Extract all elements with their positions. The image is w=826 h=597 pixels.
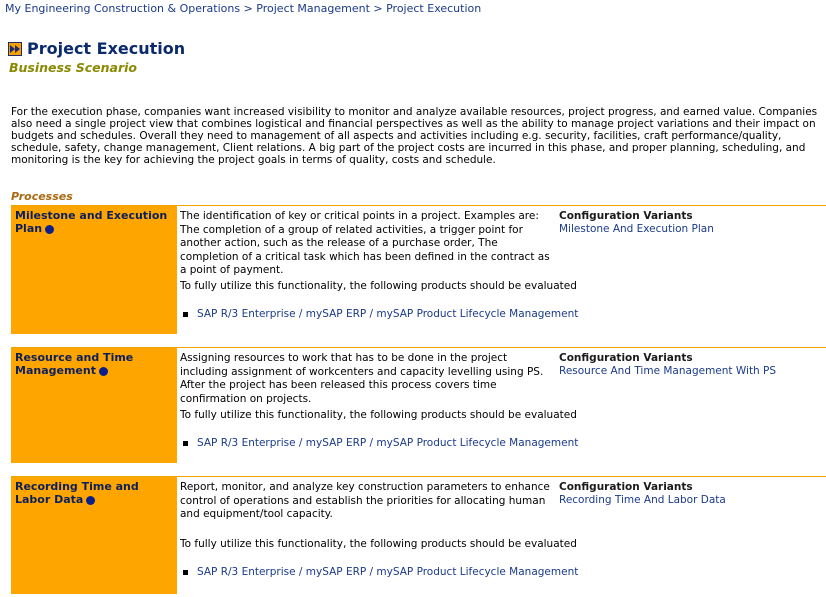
config-variants bbox=[559, 352, 776, 378]
config-variant-link[interactable]: Milestone And Execution Plan bbox=[559, 223, 714, 235]
process-name-link[interactable] bbox=[15, 480, 139, 506]
intro-paragraph: For the execution phase, companies want increased visibility to monitor and analyze available resources, project progress, and earned value. Companies also need a single project view that combines logistical and financial perspectives as well as the ability to manage project variations and their impact on budgets and schedules. Overall they need to management of all aspects and activities including e.g. security, facilities, craft performance/quality, schedule, safety, change management, Client relations. A big part of the project costs are incurred in this phase, and proper planning, scheduling, and monitoring is the key for achieving the project goals in terms of quality, costs and schedule. bbox=[11, 106, 818, 166]
process-row bbox=[11, 476, 826, 594]
breadcrumb-link-project-management[interactable]: Project Management bbox=[256, 2, 370, 15]
evaluate-text: To fully utilize this functionality, the following products should be evaluated bbox=[180, 409, 577, 421]
breadcrumb bbox=[5, 2, 481, 15]
breadcrumb-separator: > bbox=[373, 2, 383, 15]
config-variants bbox=[559, 481, 726, 507]
process-name-cell bbox=[11, 348, 177, 463]
breadcrumb-separator: > bbox=[243, 2, 253, 15]
breadcrumb-current: Project Execution bbox=[386, 2, 482, 15]
evaluate-text: To fully utilize this functionality, the following products should be evaluated bbox=[180, 280, 577, 292]
process-name-cell bbox=[11, 477, 177, 594]
process-name: Milestone and Execution Plan bbox=[15, 209, 168, 235]
product-link[interactable]: SAP R/3 Enterprise / mySAP ERP / mySAP Product Lifecycle Management bbox=[197, 308, 579, 320]
config-variants-heading: Configuration Variants bbox=[559, 210, 693, 222]
process-row bbox=[11, 205, 826, 334]
page-title: Project Execution bbox=[27, 39, 186, 58]
process-description: Report, monitor, and analyze key construction parameters to enhance control of operations and establish the priorities for allocating human and equipment/tool capacity. bbox=[180, 481, 550, 520]
process-name: Recording Time and Labor Data bbox=[15, 480, 139, 506]
process-description: The identification of key or critical points in a project. Examples are: The completion of a group of related activities, a trigger point for another action, such as the release of a purchase order, The completion of a critical task which has been defined in the contract as a point of payment. bbox=[180, 210, 550, 276]
config-variants-heading: Configuration Variants bbox=[559, 352, 693, 364]
square-bullet-icon bbox=[183, 312, 188, 317]
product-item bbox=[181, 437, 578, 449]
product-link[interactable]: SAP R/3 Enterprise / mySAP ERP / mySAP Product Lifecycle Management bbox=[197, 566, 579, 578]
square-bullet-icon bbox=[183, 441, 188, 446]
page-subtitle: Business Scenario bbox=[9, 60, 138, 75]
product-item bbox=[181, 566, 578, 578]
config-variant-link[interactable]: Resource And Time Management With PS bbox=[559, 365, 777, 377]
config-variant-link[interactable]: Recording Time And Labor Data bbox=[559, 494, 726, 506]
process-row bbox=[11, 347, 826, 463]
evaluate-text: To fully utilize this functionality, the following products should be evaluated bbox=[180, 538, 577, 550]
bullet-dot-icon bbox=[99, 367, 108, 376]
bullet-dot-icon bbox=[86, 496, 95, 505]
fast-forward-icon bbox=[8, 42, 22, 56]
bullet-dot-icon bbox=[45, 225, 54, 234]
process-description: Assigning resources to work that has to be done in the project including assignment of workcenters and capacity levelling using PS. After the project has been released this process covers time confirmation on projects. bbox=[180, 352, 544, 405]
processes-heading: Processes bbox=[11, 190, 73, 203]
config-variants-heading: Configuration Variants bbox=[559, 481, 693, 493]
product-link[interactable]: SAP R/3 Enterprise / mySAP ERP / mySAP Product Lifecycle Management bbox=[197, 437, 579, 449]
config-variants bbox=[559, 210, 714, 236]
page-header bbox=[8, 39, 185, 58]
breadcrumb-link-engineering[interactable]: My Engineering Construction & Operations bbox=[5, 2, 241, 15]
process-name: Resource and Time Management bbox=[15, 351, 134, 377]
process-name-cell bbox=[11, 206, 177, 334]
product-item bbox=[181, 308, 578, 320]
process-name-link[interactable] bbox=[15, 209, 167, 235]
process-name-link[interactable] bbox=[15, 351, 133, 377]
square-bullet-icon bbox=[183, 570, 188, 575]
